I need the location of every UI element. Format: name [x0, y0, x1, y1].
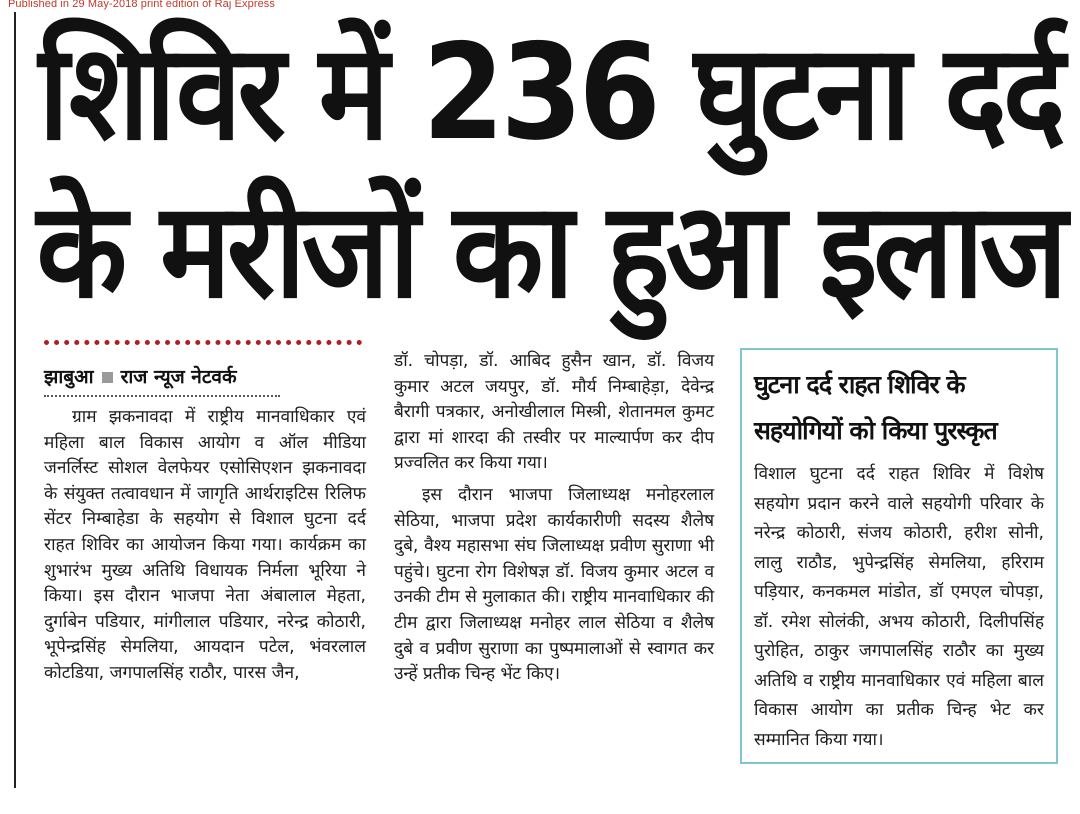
article-column-1 — [44, 340, 366, 687]
left-column-rule — [14, 12, 16, 788]
sidebar-title: घुटना दर्द राहत शिविर के सहयोगियों को किया पुरस्कृत — [754, 370, 997, 445]
article-paragraph: डॉ. चोपड़ा, डॉ. आबिद हुसैन खान, डॉ. विजय कुमार अटल जयपुर, डॉ. मौर्य निम्बाहेड़ा, देवेन्द्र बैरागी पत्रकार, अनोखीलाल मिस्त्री, शेतानमल कुमट द्वारा मां शारदा की तस्वीर पर माल्यार्पण कर दीप प्रज्वलित कर किया गया। — [394, 351, 714, 474]
byline-dotted-underline — [44, 395, 280, 397]
source-note: Published in 29 May-2018 print edition of Raj Express — [8, 0, 276, 10]
red-dotted-divider — [44, 340, 362, 345]
headline-line-1: शिविर में 236 घुटना दर्द — [38, 14, 1062, 170]
headline — [30, 14, 1070, 328]
byline-agency: राज न्यूज नेटवर्क — [120, 366, 237, 388]
square-bullet-icon — [102, 372, 113, 383]
byline-place: झाबुआ — [44, 366, 94, 388]
byline — [44, 363, 366, 389]
article-paragraph: इस दौरान भाजपा जिलाध्यक्ष मनोहरलाल सेठिया, भाजपा प्रदेश कार्यकारीणी सदस्य शैलेष दुबे, वैश्य महासभा संघ जिलाध्यक्ष प्रवीण सुराणा भी पहुंचे। घुटना रोग विशेषज्ञ डॉ. विजय कुमार अटल व उनकी टीम से मुलाकात की। राष्ट्रीय मानवाधिकार की टीम द्वारा जिलाध्यक्ष मनोहर लाल सेठिया व शैलेष दुबे व प्रवीण सुराणा का पुष्पमालाओं से स्वागत कर उन्हें प्रतीक चिन्ह भेंट किए। — [394, 484, 714, 685]
article-column-2 — [394, 349, 714, 688]
sidebar-box — [740, 348, 1058, 764]
sidebar-body: विशाल घुटना दर्द राहत शिविर में विशेष सहयोग प्रदान करने वाले सहयोगी परिवार के नरेन्द्र कोठारी, संजय कोठारी, हरीश सोनी, लालु राठौड, भुपेन्द्रसिंह सेमलिया, हरिराम पड़ियार, कनकमल मांडोत, डॉ एमएल चोपड़ा, डॉ. रमेश सोलंकी, अभय कोठारी, दिलीपसिंह पुरोहित, ठाकुर जगपालसिंह राठौर का मुख्य अतिथि व राष्ट्रीय मानवाधिकार एवं महिला बाल विकास आयोग का प्रतीक चिन्ह भेट कर सम्मानित किया गया। — [754, 464, 1044, 750]
headline-line-2: के मरीजों का हुआ इलाज — [36, 172, 1064, 328]
article-paragraph: ग्राम झकनावदा में राष्ट्रीय मानवाधिकार एवं महिला बाल विकास आयोग व ऑल मीडिया जनर्लिस्ट सोशल वेलफेयर एसोसिएशन झकनावदा के संयुक्त तत्वावधान में जागृति आर्थराइटिस रिलिफ सेंटर निम्बाहेडा के सहयोग से विशाल घुटना दर्द राहत शिविर का आयोजन किया गया। कार्यक्रम का शुभारंभ मुख्य अतिथि विधायक निर्मला भूरिया ने किया। इस दौरान भाजपा नेता अंबालाल मेहता, दुर्गाबेन पडियार, मांगीलाल पडियार, नरेन्द्र कोठारी, भूपेन्द्रसिंह सेमलिया, आयदान पटेल, भंवरलाल कोटडिया, जगपालसिंह राठौर, पारस जैन, — [44, 407, 366, 683]
